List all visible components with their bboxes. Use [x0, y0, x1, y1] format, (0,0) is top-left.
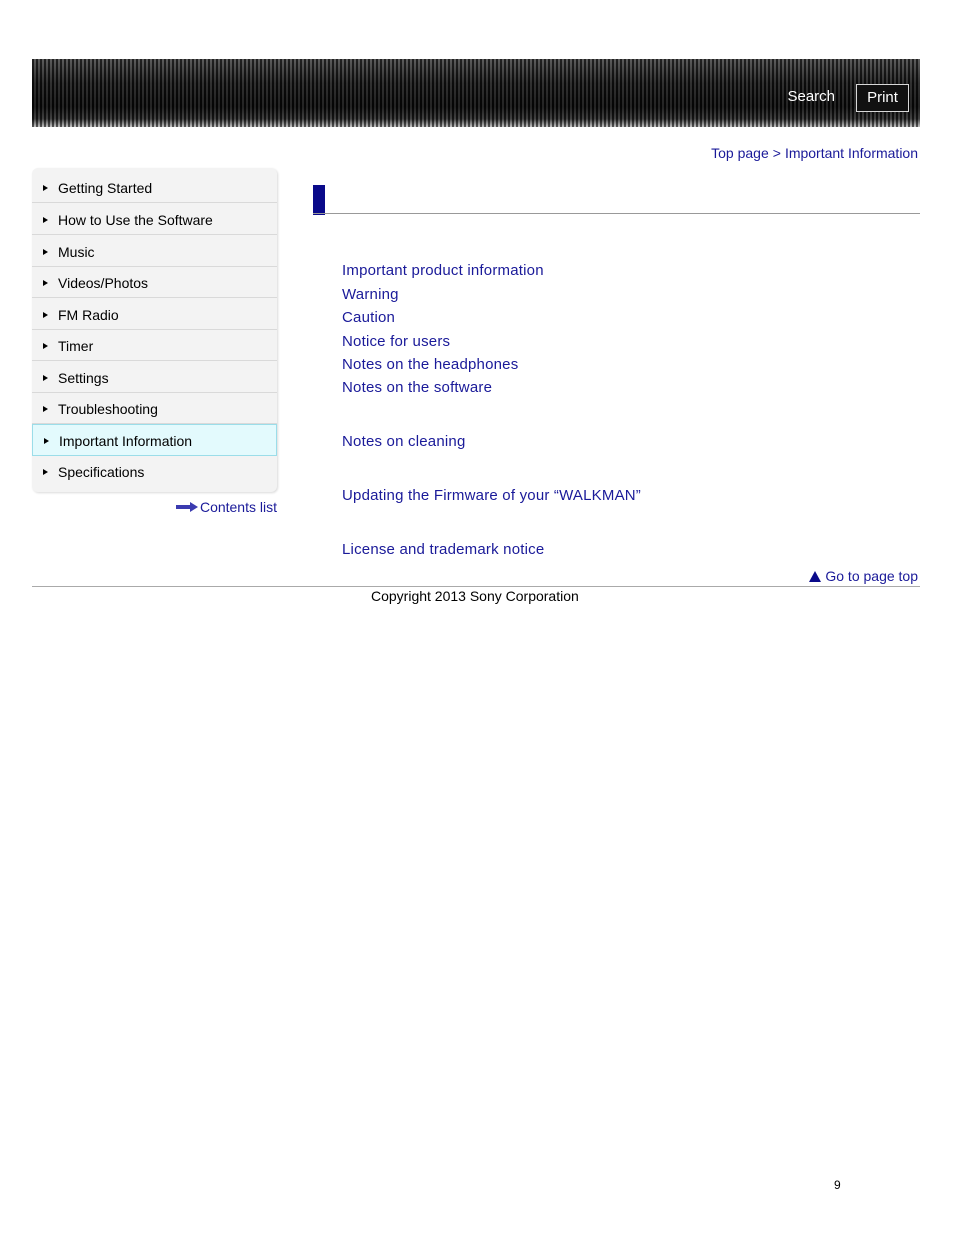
link-important-product-information[interactable]: Important product information — [342, 262, 544, 279]
arrow-right-icon — [43, 249, 48, 255]
page-title-marker — [313, 185, 325, 215]
triangle-up-icon — [809, 571, 821, 582]
contents-list-link[interactable] — [176, 499, 277, 515]
sidebar-item-label: Settings — [58, 370, 109, 386]
sidebar-item-label: Troubleshooting — [58, 401, 158, 417]
arrow-right-icon — [43, 185, 48, 191]
copyright-text: Copyright 2013 Sony Corporation — [371, 588, 579, 604]
link-notice-for-users[interactable]: Notice for users — [342, 333, 451, 350]
sidebar-item-important-information[interactable] — [32, 424, 277, 456]
sidebar-nav — [32, 168, 277, 492]
page-title-rule — [313, 213, 920, 214]
sidebar-item-troubleshooting[interactable] — [32, 393, 277, 424]
link-caution[interactable]: Caution — [342, 309, 396, 326]
sidebar-item-label: How to Use the Software — [58, 212, 213, 228]
search-link[interactable]: Search — [787, 88, 835, 105]
link-notes-cleaning[interactable]: Notes on cleaning — [342, 433, 466, 450]
sidebar-item-label: Timer — [58, 338, 94, 354]
sidebar-item-label: Music — [58, 244, 95, 260]
sidebar-item-label: Getting Started — [58, 180, 153, 196]
breadcrumb-separator: > — [772, 145, 781, 161]
sidebar-item-settings[interactable] — [32, 362, 277, 393]
arrow-right-icon — [43, 375, 48, 381]
arrow-right-icon — [43, 469, 48, 475]
link-license-trademark[interactable]: License and trademark notice — [342, 541, 545, 558]
header-bar — [32, 59, 920, 127]
link-notes-headphones[interactable]: Notes on the headphones — [342, 356, 519, 373]
sidebar-item-getting-started[interactable] — [32, 172, 277, 203]
sidebar-item-label: Specifications — [58, 464, 145, 480]
go-to-page-top-link[interactable] — [809, 568, 918, 584]
arrow-right-icon — [43, 406, 48, 412]
sidebar-item-label: FM Radio — [58, 307, 119, 323]
link-notes-software[interactable]: Notes on the software — [342, 379, 493, 396]
arrow-right-icon — [43, 280, 48, 286]
arrow-right-icon — [44, 438, 49, 444]
sidebar-item-label: Videos/Photos — [58, 275, 149, 291]
sidebar-item-fm-radio[interactable] — [32, 299, 277, 330]
sidebar-item-label: Important Information — [59, 433, 193, 449]
sidebar-item-videos-photos[interactable] — [32, 267, 277, 298]
link-warning[interactable]: Warning — [342, 286, 399, 303]
breadcrumb-current[interactable]: Important Information — [784, 145, 918, 161]
sidebar-item-music[interactable] — [32, 236, 277, 267]
page-number: 9 — [834, 1178, 841, 1192]
sidebar-item-specifications[interactable] — [32, 456, 277, 487]
footer-divider — [32, 586, 920, 587]
sidebar-item-timer[interactable] — [32, 330, 277, 361]
arrow-right-icon — [43, 312, 48, 318]
link-updating-firmware[interactable]: Updating the Firmware of your “WALKMAN” — [342, 487, 641, 504]
breadcrumb-top-page[interactable]: Top page — [711, 145, 769, 161]
contents-list-label: Contents list — [199, 499, 277, 515]
breadcrumb — [711, 145, 918, 161]
print-button[interactable]: Print — [856, 84, 909, 112]
arrow-right-icon — [176, 502, 198, 512]
arrow-right-icon — [43, 343, 48, 349]
sidebar-item-software[interactable] — [32, 204, 277, 235]
go-to-page-top-label: Go to page top — [825, 568, 918, 584]
arrow-right-icon — [43, 217, 48, 223]
